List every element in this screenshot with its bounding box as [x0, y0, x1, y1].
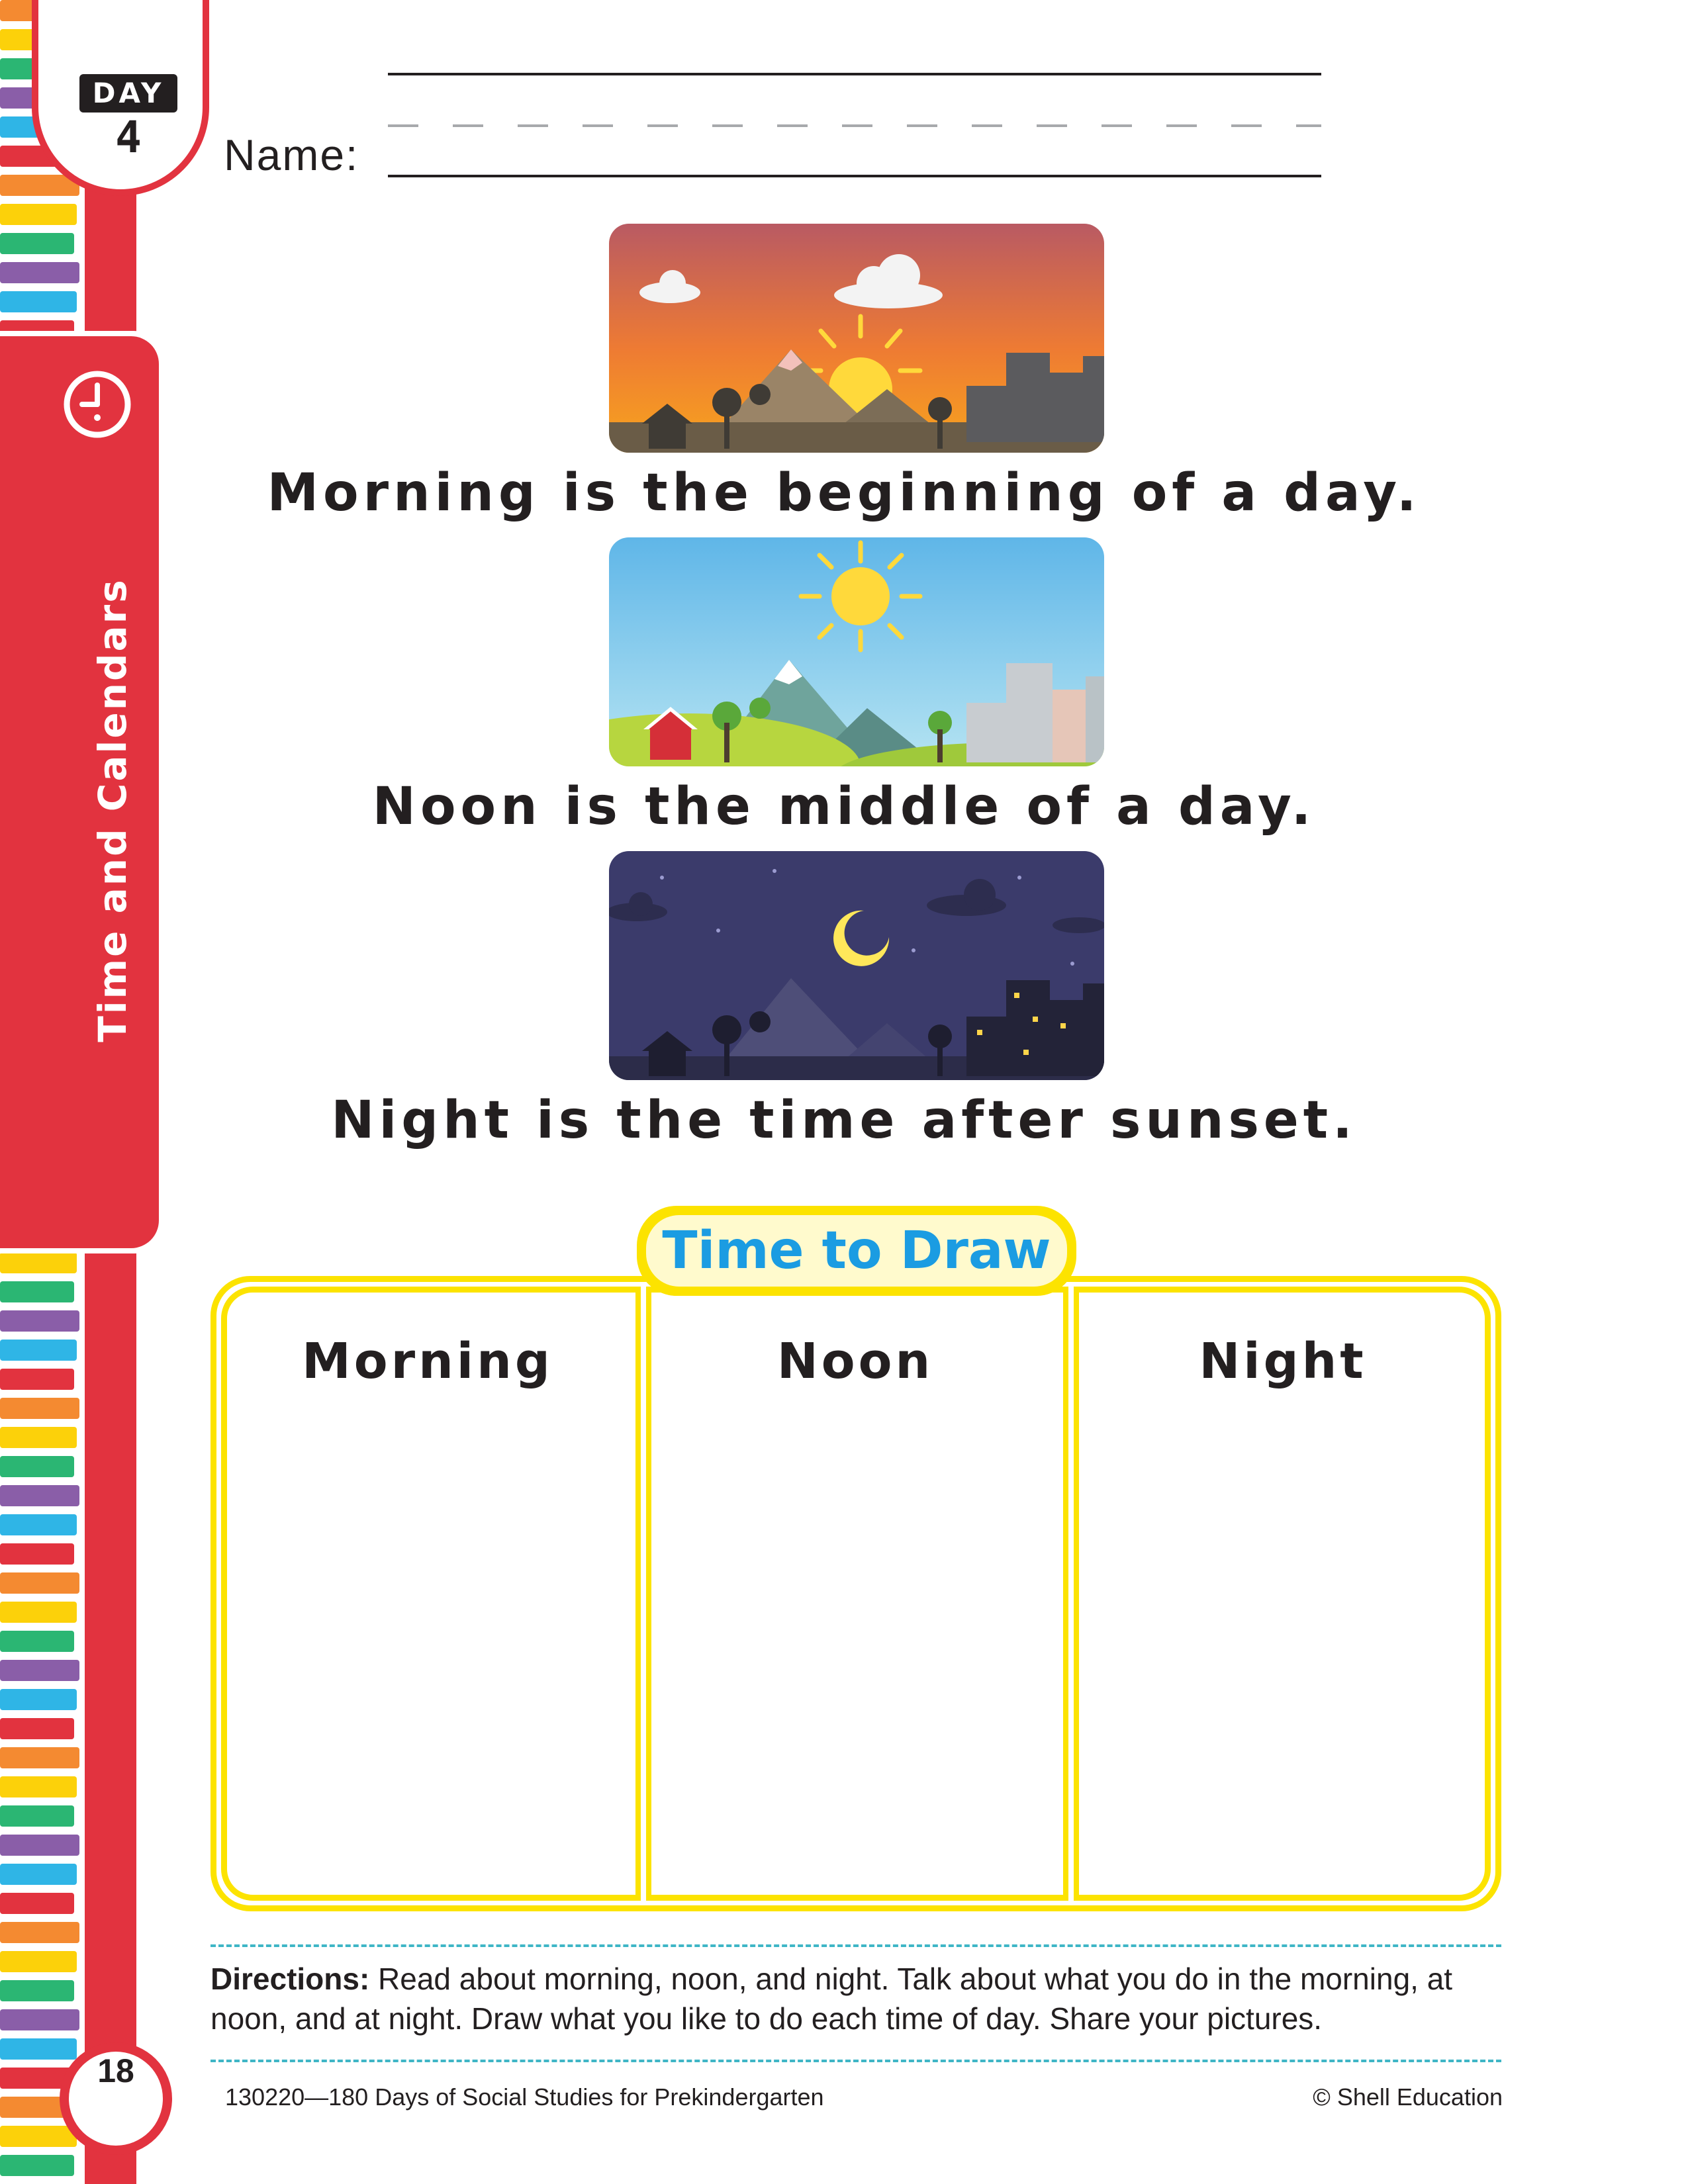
stripe [0, 2155, 74, 2176]
stripe [0, 1543, 74, 1565]
stripe [0, 1660, 79, 1681]
stripe [0, 2126, 77, 2147]
page-number: 18 [69, 2052, 163, 2146]
book-title: 130220—180 Days of Social Studies for Prekindergarten [225, 2083, 824, 2111]
directions-text: Read about morning, noon, and night. Talk about what you do in the morning, at noon, and at night. Draw what you like to do each time of day. Share your pictures. [211, 1962, 1453, 2036]
stripe [0, 1689, 77, 1710]
stripe [0, 1427, 77, 1448]
time-to-draw-title: Time to Draw [646, 1215, 1067, 1287]
night-column-title: Night [1199, 1333, 1367, 1390]
stripe [0, 1340, 77, 1361]
stripe [0, 1252, 77, 1273]
night-drawing-area[interactable] [1083, 1396, 1480, 1886]
clock-icon [61, 368, 134, 441]
stripe [0, 233, 74, 254]
stripe [0, 1893, 74, 1914]
stripe [0, 1835, 79, 1856]
stripe [0, 1980, 74, 2001]
unit-title: Time and Calendars [90, 578, 135, 1042]
stripe [0, 1281, 74, 1302]
noon-drawing-area[interactable] [655, 1396, 1059, 1886]
noon-caption: Noon is the middle of a day. [372, 777, 1316, 837]
stripe [0, 1310, 79, 1332]
stripe [0, 1805, 74, 1827]
noon-column-title: Noon [776, 1333, 934, 1390]
stripe [0, 1602, 77, 1623]
night-scene-image [609, 851, 1104, 1080]
stripe [0, 1456, 74, 1477]
directions [211, 1959, 1501, 2038]
stripe [0, 204, 77, 225]
stripe [0, 1485, 79, 1506]
stripe [0, 1514, 77, 1535]
day-number: 4 [115, 112, 142, 163]
stripe [0, 1631, 74, 1652]
stripe [0, 1572, 79, 1594]
day-label: DAY [79, 74, 177, 113]
divider-line [211, 1944, 1501, 1947]
unit-tab [0, 336, 159, 1248]
divider-line [211, 2060, 1501, 2062]
name-label: Name: [224, 130, 359, 179]
stripe [0, 1922, 79, 1943]
copyright: © Shell Education [1313, 2083, 1503, 2111]
stripe [0, 291, 77, 312]
name-writing-lines[interactable] [388, 69, 1321, 181]
directions-label: Directions: [211, 1962, 370, 1996]
stripe [0, 1718, 74, 1739]
morning-column-title: Morning [302, 1333, 553, 1390]
stripe [0, 1369, 74, 1390]
morning-drawing-area[interactable] [233, 1396, 630, 1886]
stripe [0, 1951, 77, 1972]
stripe [0, 1776, 77, 1797]
stripe [0, 262, 79, 283]
stripe [0, 1864, 77, 1885]
stripe [0, 2009, 79, 2030]
stripe [0, 2038, 77, 2060]
morning-scene-image [609, 224, 1104, 453]
stripe [0, 1398, 79, 1419]
morning-caption: Morning is the beginning of a day. [267, 463, 1421, 523]
night-caption: Night is the time after sunset. [331, 1091, 1357, 1150]
noon-scene-image [609, 537, 1104, 766]
stripe [0, 1747, 79, 1768]
